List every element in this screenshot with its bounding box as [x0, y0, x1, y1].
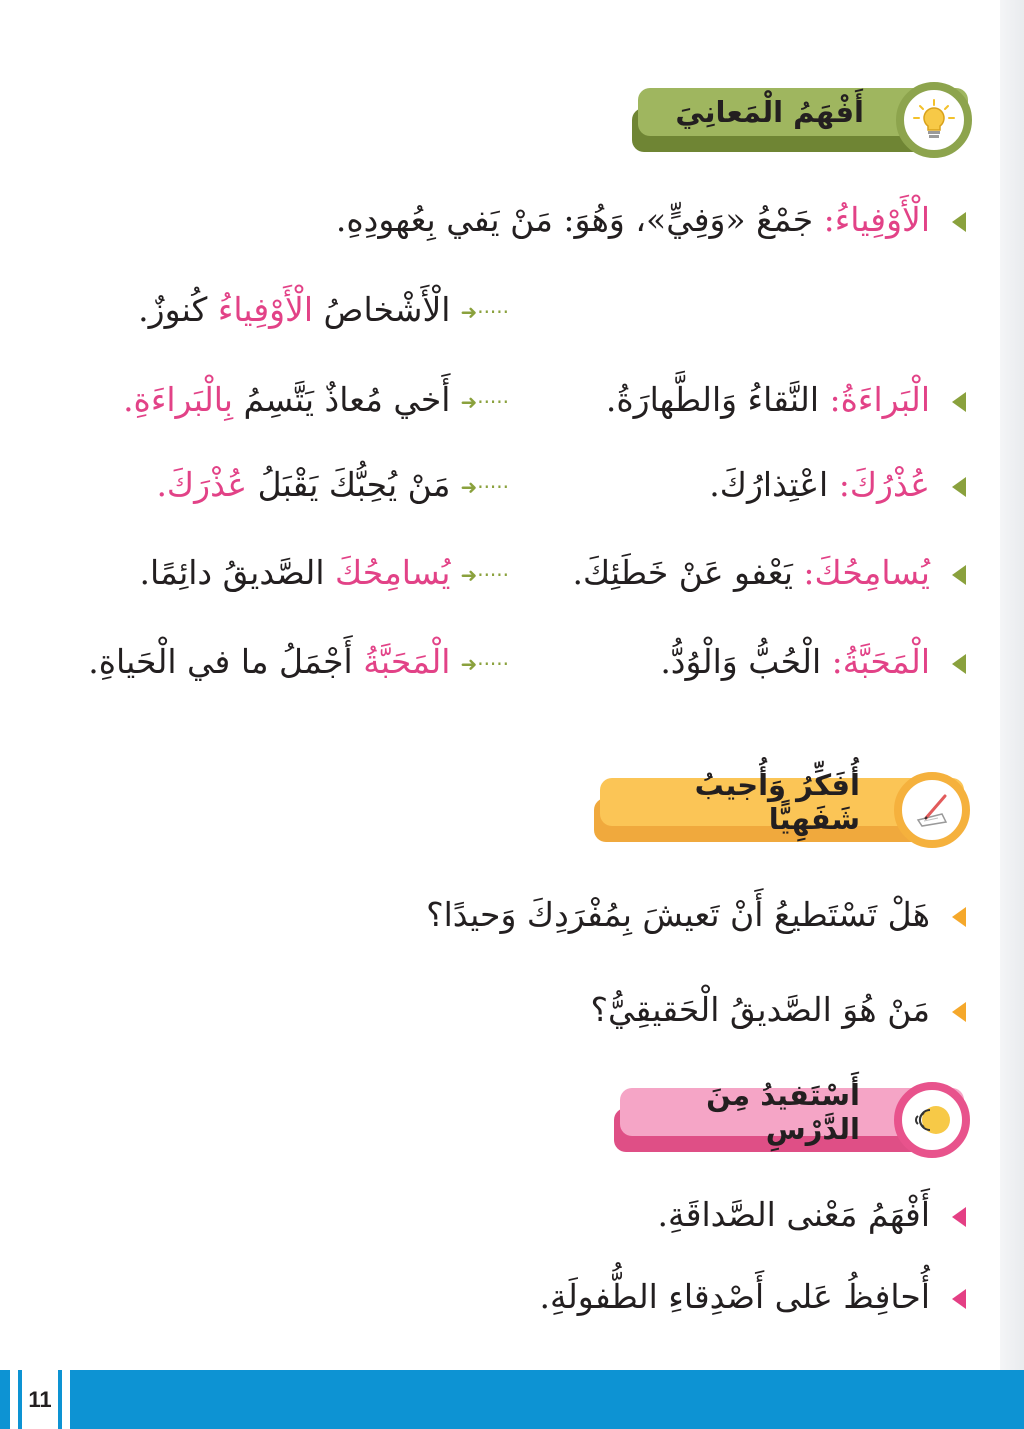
- section-header-benefit: [614, 1078, 970, 1160]
- example-highlight: يُسامِحُكَ: [334, 553, 451, 592]
- section-title: أَسْتَفيدُ مِنَ الدَّرْسِ: [706, 1078, 860, 1146]
- speaker-head-icon: [894, 1082, 970, 1158]
- page-edge: [1000, 0, 1024, 1429]
- arrow-icon: ·····➜: [460, 652, 509, 676]
- example-text: مَنْ يُحِبُّكَ يَقْبَلُ: [257, 465, 451, 504]
- meaning-example-5: [88, 637, 509, 689]
- bullet-icon: [952, 392, 966, 412]
- meaning-definition: يَعْفو عَنْ خَطَئِكَ.: [572, 553, 793, 592]
- benefit-item-1: [658, 1190, 966, 1240]
- question-1: [426, 890, 966, 940]
- section-header-think: [594, 768, 970, 850]
- arrow-icon: ·····➜: [460, 563, 509, 587]
- meaning-row-2: [606, 375, 966, 425]
- example-text: الْأَشْخاصُ: [323, 290, 451, 329]
- benefit-item-2: [540, 1272, 966, 1322]
- bullet-icon: [952, 565, 966, 585]
- arrow-icon: ·····➜: [460, 475, 509, 499]
- bullet-icon: [952, 1002, 966, 1022]
- benefit-text: أُحافِظُ عَلى أَصْدِقاءِ الطُّفولَةِ.: [539, 1277, 930, 1316]
- page-footer: [0, 1370, 1024, 1429]
- lightbulb-icon: [896, 82, 972, 158]
- example-highlight: الْمَحَبَّةُ: [363, 642, 451, 681]
- bullet-icon: [952, 477, 966, 497]
- example-text: أَخي مُعاذٌ يَتَّسِمُ: [243, 380, 451, 419]
- arrow-icon: ·····➜: [460, 390, 509, 414]
- meaning-row-3: [709, 460, 966, 510]
- meaning-word: الْمَحَبَّةُ:: [831, 642, 930, 681]
- meaning-row-1: [336, 195, 966, 245]
- page-number: 11: [18, 1370, 62, 1429]
- example-text: كُنوزٌ.: [138, 290, 208, 329]
- question-text: مَنْ هُوَ الصَّديقُ الْحَقيقِيُّ؟: [590, 990, 930, 1029]
- meaning-definition: جَمْعُ «وَفِيٍّ»، وَهُوَ: مَنْ يَفي بِعُهودِهِ.: [335, 200, 814, 239]
- footer-strip: [0, 1370, 10, 1429]
- arrow-icon: ·····➜: [460, 300, 509, 324]
- bullet-icon: [952, 212, 966, 232]
- meaning-example-4: [139, 548, 509, 600]
- meaning-definition: النَّقاءُ وَالطَّهارَةُ.: [605, 380, 820, 419]
- meaning-word: الْأَوْفِياءُ:: [823, 200, 930, 239]
- meaning-example-2: [123, 375, 509, 427]
- example-text: الصَّديقُ دائِمًا.: [139, 553, 325, 592]
- example-highlight: الْأَوْفِياءُ: [217, 290, 314, 329]
- bullet-icon: [952, 907, 966, 927]
- meaning-definition: اعْتِذارُكَ.: [709, 465, 829, 504]
- pencil-paper-icon: [894, 772, 970, 848]
- example-highlight: بِالْبَراءَةِ.: [123, 380, 233, 419]
- section-title: أُفَكِّرُ وَأُجيبُ شَفَهِيًّا: [694, 768, 860, 836]
- benefit-text: أَفْهَمُ مَعْنى الصَّداقَةِ.: [657, 1195, 930, 1234]
- footer-bar: [70, 1370, 1024, 1429]
- example-text: أَجْمَلُ ما في الْحَياةِ.: [88, 642, 353, 681]
- bullet-icon: [952, 654, 966, 674]
- meaning-example-1: [138, 285, 509, 337]
- example-highlight: عُذْرَكَ.: [156, 465, 248, 504]
- question-text: هَلْ تَسْتَطيعُ أَنْ تَعيشَ بِمُفْرَدِكَ وَحيدًا؟: [426, 895, 930, 934]
- meaning-row-5: [660, 637, 966, 687]
- section-title: أَفْهَمُ الْمَعانِيَ: [675, 95, 864, 129]
- meaning-example-3: [156, 460, 509, 512]
- meaning-definition: الْحُبُّ وَالْوُدُّ.: [660, 642, 822, 681]
- meaning-word: يُسامِحُكَ:: [803, 553, 930, 592]
- meaning-row-4: [573, 548, 966, 598]
- meaning-word: عُذْرُكَ:: [838, 465, 930, 504]
- bullet-icon: [952, 1207, 966, 1227]
- section-header-meanings: [632, 82, 972, 160]
- bullet-icon: [952, 1289, 966, 1309]
- meaning-word: الْبَراءَةُ:: [829, 380, 930, 419]
- question-2: [591, 985, 966, 1035]
